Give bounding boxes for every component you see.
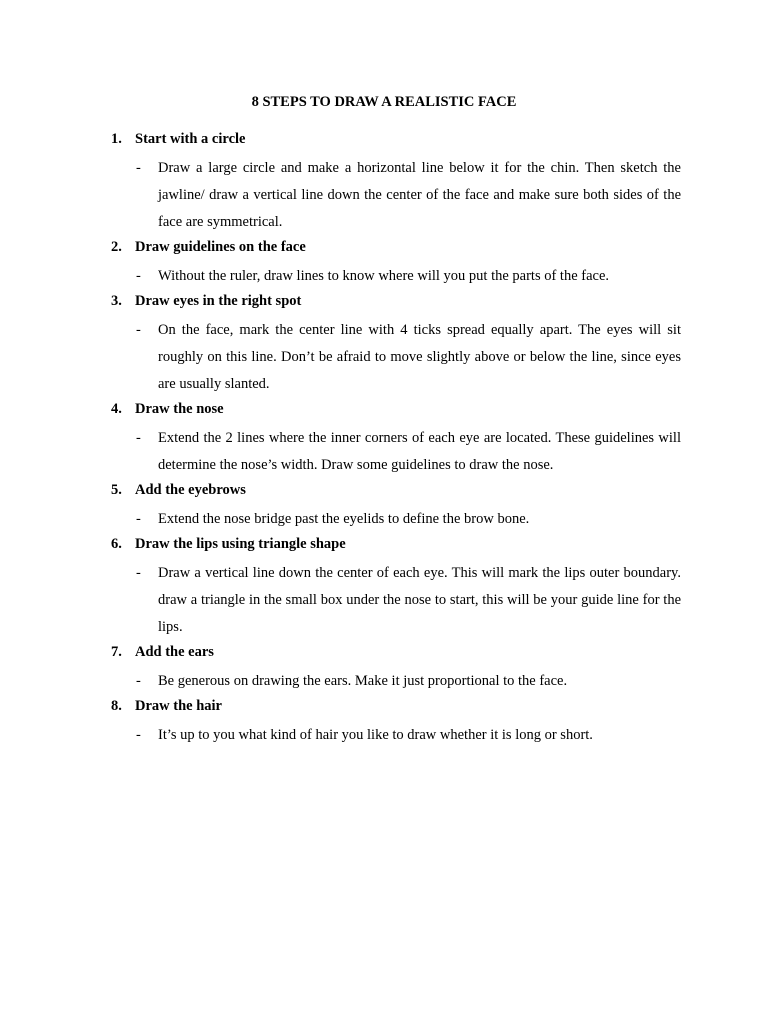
step-text: Draw a large circle and make a horizontal line below it for the chin. Then sketch the jawline/ draw a vertical line down the center of the face and make sure both sides of the face are symmetrical. [158, 160, 681, 230]
step-text: Extend the nose bridge past the eyelids to define the brow bone. [158, 511, 530, 527]
bullet-dash: - [136, 268, 141, 284]
step-3 [111, 290, 681, 398]
step-4 [111, 398, 681, 479]
step-title: Add the eyebrows [135, 482, 246, 498]
step-bullet [111, 155, 681, 236]
step-heading [111, 695, 681, 722]
step-number: 2. [111, 239, 122, 255]
step-number: 3. [111, 293, 122, 309]
step-heading [111, 398, 681, 425]
step-title: Draw the nose [135, 401, 224, 417]
step-title: Start with a circle [135, 131, 246, 147]
step-bullet [111, 722, 681, 749]
step-text: It’s up to you what kind of hair you like to draw whether it is long or short. [158, 727, 593, 743]
step-heading [111, 641, 681, 668]
step-heading [111, 236, 681, 263]
step-7 [111, 641, 681, 695]
step-heading [111, 128, 681, 155]
step-bullet [111, 668, 681, 695]
step-1 [111, 128, 681, 236]
step-number: 7. [111, 644, 122, 660]
step-bullet [111, 560, 681, 641]
step-number: 4. [111, 401, 122, 417]
step-text: Draw a vertical line down the center of each eye. This will mark the lips outer boundary. draw a triangle in the small box under the nose to start, this will be your guide line for the lips. [158, 565, 681, 635]
step-number: 6. [111, 536, 122, 552]
step-heading [111, 479, 681, 506]
step-6 [111, 533, 681, 641]
step-bullet [111, 317, 681, 398]
step-title: Add the ears [135, 644, 214, 660]
bullet-dash: - [136, 430, 141, 446]
step-title: Draw eyes in the right spot [135, 293, 302, 309]
step-text: Without the ruler, draw lines to know where will you put the parts of the face. [158, 268, 610, 284]
step-2 [111, 236, 681, 290]
step-title: Draw guidelines on the face [135, 239, 306, 255]
step-8 [111, 695, 681, 749]
step-number: 8. [111, 698, 122, 714]
step-text: On the face, mark the center line with 4 ticks spread equally apart. The eyes will sit roughly on this line. Don’t be afraid to move slightly above or below the line, since eyes are usually slanted. [158, 322, 681, 392]
steps-list [111, 128, 681, 749]
step-bullet [111, 425, 681, 479]
step-heading [111, 533, 681, 560]
bullet-dash: - [136, 565, 141, 581]
step-number: 5. [111, 482, 122, 498]
bullet-dash: - [136, 727, 141, 743]
step-5 [111, 479, 681, 533]
bullet-dash: - [136, 673, 141, 689]
bullet-dash: - [136, 511, 141, 527]
step-text: Extend the 2 lines where the inner corners of each eye are located. These guidelines will determine the nose’s width. Draw some guidelines to draw the nose. [158, 430, 681, 473]
step-heading [111, 290, 681, 317]
document-title: 8 STEPS TO DRAW A REALISTIC FACE [251, 94, 517, 110]
step-title: Draw the hair [135, 698, 222, 714]
step-bullet [111, 506, 681, 533]
step-number: 1. [111, 131, 122, 147]
step-title: Draw the lips using triangle shape [135, 536, 346, 552]
bullet-dash: - [136, 322, 141, 338]
step-bullet [111, 263, 681, 290]
bullet-dash: - [136, 160, 141, 176]
step-text: Be generous on drawing the ears. Make it just proportional to the face. [158, 673, 568, 689]
